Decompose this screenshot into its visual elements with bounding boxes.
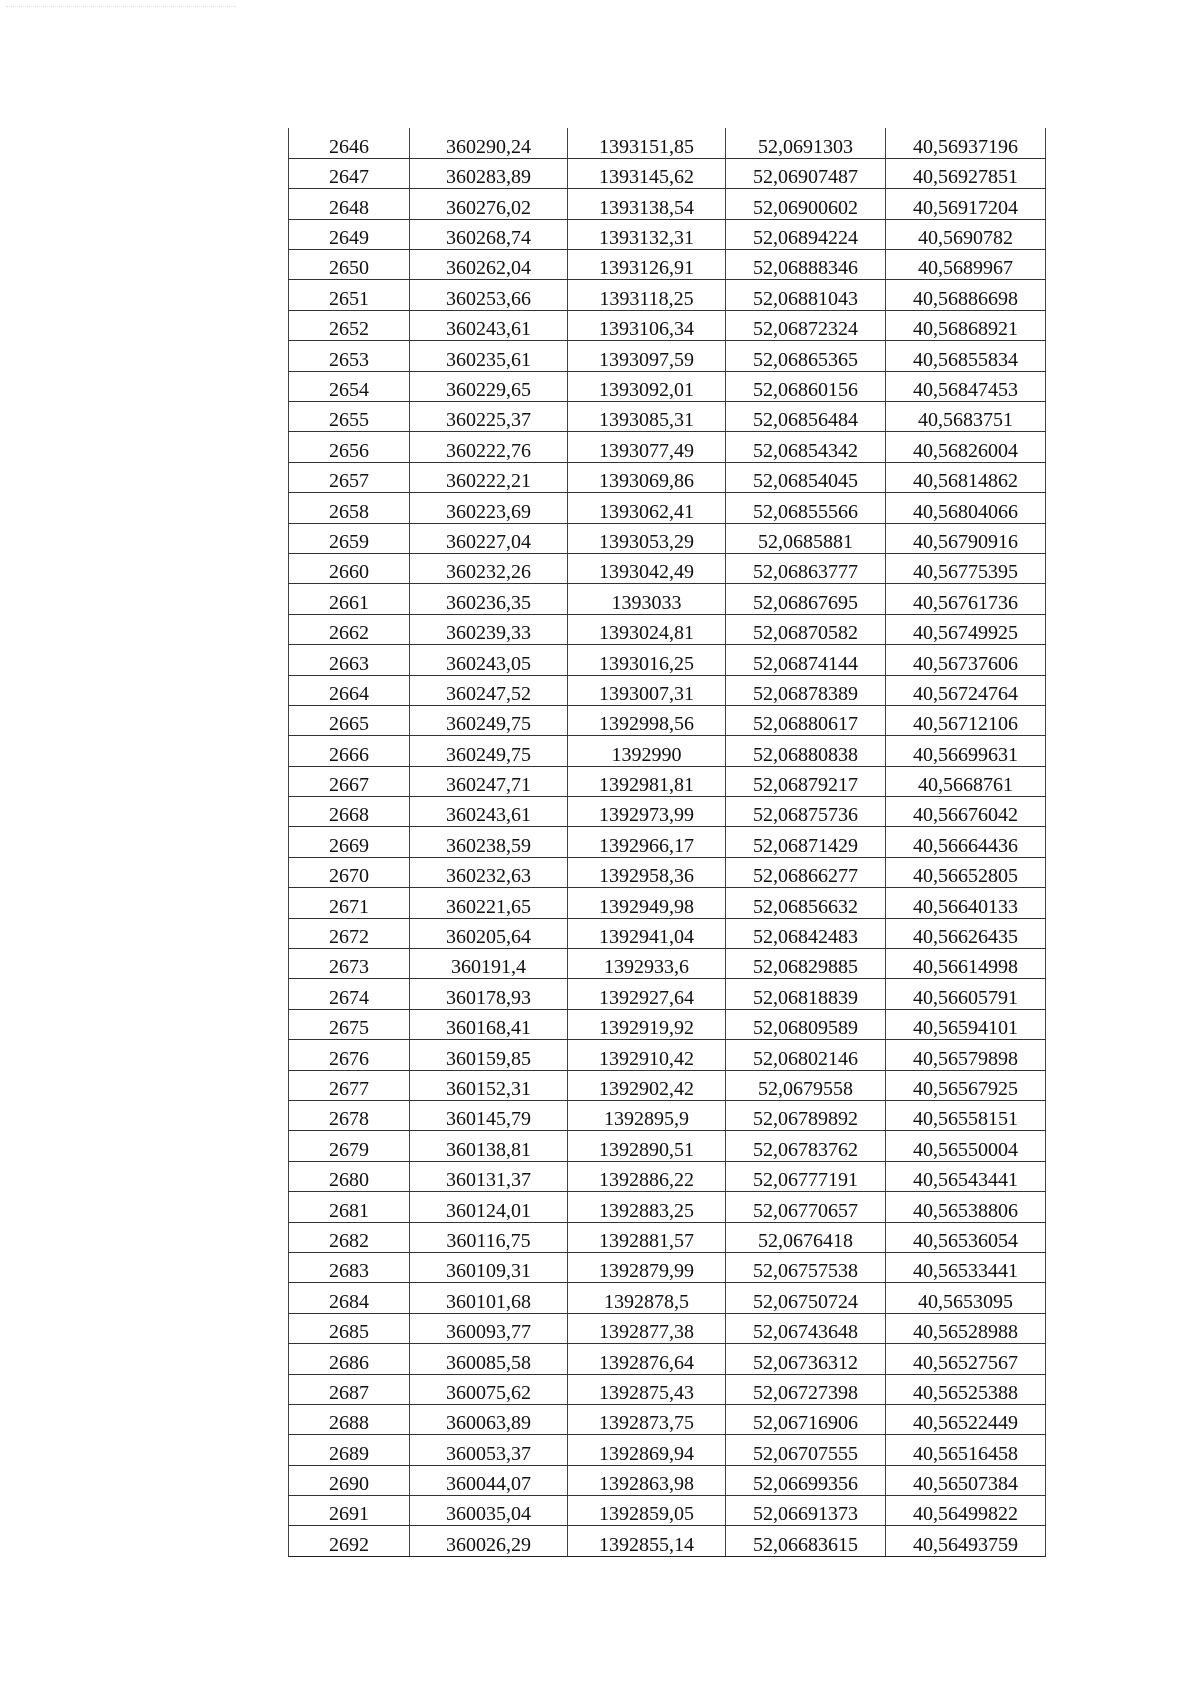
- table-row: [289, 766, 1046, 796]
- x-coordinate-cell: 360145,79: [410, 1101, 568, 1131]
- latitude-cell: 52,06879217: [726, 766, 886, 796]
- table-row: [289, 827, 1046, 857]
- table-row: [289, 1131, 1046, 1161]
- x-coordinate-cell: 360249,75: [410, 705, 568, 735]
- x-coordinate-cell: 360178,93: [410, 979, 568, 1009]
- x-coordinate-cell: 360053,37: [410, 1435, 568, 1465]
- x-coordinate-cell: 360236,35: [410, 584, 568, 614]
- table-row: [289, 949, 1046, 979]
- table-row: [289, 310, 1046, 340]
- point-number-cell: 2663: [289, 645, 410, 675]
- table-row: [289, 128, 1046, 158]
- table-row: [289, 918, 1046, 948]
- x-coordinate-cell: 360159,85: [410, 1040, 568, 1070]
- longitude-cell: 40,56499822: [886, 1496, 1046, 1526]
- y-coordinate-cell: 1392919,92: [568, 1009, 726, 1039]
- table-row: [289, 1465, 1046, 1495]
- latitude-cell: 52,06707555: [726, 1435, 886, 1465]
- y-coordinate-cell: 1393033: [568, 584, 726, 614]
- y-coordinate-cell: 1392949,98: [568, 888, 726, 918]
- table-row: [289, 250, 1046, 280]
- longitude-cell: 40,56558151: [886, 1101, 1046, 1131]
- latitude-cell: 52,06881043: [726, 280, 886, 310]
- table-row: [289, 1344, 1046, 1374]
- latitude-cell: 52,06894224: [726, 219, 886, 249]
- table-row: [289, 1313, 1046, 1343]
- latitude-cell: 52,06878389: [726, 675, 886, 705]
- latitude-cell: 52,06907487: [726, 158, 886, 188]
- table-row: [289, 1070, 1046, 1100]
- table-row: [289, 280, 1046, 310]
- longitude-cell: 40,56536054: [886, 1222, 1046, 1252]
- table-row: [289, 645, 1046, 675]
- x-coordinate-cell: 360222,21: [410, 462, 568, 492]
- longitude-cell: 40,56528988: [886, 1313, 1046, 1343]
- table-row: [289, 158, 1046, 188]
- table-row: [289, 888, 1046, 918]
- latitude-cell: 52,06770657: [726, 1192, 886, 1222]
- point-number-cell: 2675: [289, 1009, 410, 1039]
- x-coordinate-cell: 360026,29: [410, 1526, 568, 1556]
- x-coordinate-cell: 360191,4: [410, 949, 568, 979]
- x-coordinate-cell: 360262,04: [410, 250, 568, 280]
- latitude-cell: 52,06683615: [726, 1526, 886, 1556]
- latitude-cell: 52,0679558: [726, 1070, 886, 1100]
- y-coordinate-cell: 1393007,31: [568, 675, 726, 705]
- longitude-cell: 40,56814862: [886, 462, 1046, 492]
- point-number-cell: 2669: [289, 827, 410, 857]
- point-number-cell: 2650: [289, 250, 410, 280]
- table-row: [289, 462, 1046, 492]
- latitude-cell: 52,06743648: [726, 1313, 886, 1343]
- point-number-cell: 2683: [289, 1252, 410, 1282]
- longitude-cell: 40,56522449: [886, 1404, 1046, 1434]
- latitude-cell: 52,06736312: [726, 1344, 886, 1374]
- longitude-cell: 40,56543441: [886, 1161, 1046, 1191]
- x-coordinate-cell: 360044,07: [410, 1465, 568, 1495]
- longitude-cell: 40,56886698: [886, 280, 1046, 310]
- x-coordinate-cell: 360222,76: [410, 432, 568, 462]
- table-row: [289, 402, 1046, 432]
- x-coordinate-cell: 360243,61: [410, 797, 568, 827]
- x-coordinate-cell: 360075,62: [410, 1374, 568, 1404]
- longitude-cell: 40,56790916: [886, 523, 1046, 553]
- table-row: [289, 432, 1046, 462]
- longitude-cell: 40,5690782: [886, 219, 1046, 249]
- latitude-cell: 52,06855566: [726, 493, 886, 523]
- latitude-cell: 52,06842483: [726, 918, 886, 948]
- latitude-cell: 52,06750724: [726, 1283, 886, 1313]
- point-number-cell: 2672: [289, 918, 410, 948]
- y-coordinate-cell: 1392878,5: [568, 1283, 726, 1313]
- table-row: [289, 219, 1046, 249]
- longitude-cell: 40,56550004: [886, 1131, 1046, 1161]
- y-coordinate-cell: 1392958,36: [568, 857, 726, 887]
- latitude-cell: 52,06716906: [726, 1404, 886, 1434]
- point-number-cell: 2667: [289, 766, 410, 796]
- y-coordinate-cell: 1393118,25: [568, 280, 726, 310]
- y-coordinate-cell: 1393132,31: [568, 219, 726, 249]
- y-coordinate-cell: 1393145,62: [568, 158, 726, 188]
- point-number-cell: 2666: [289, 736, 410, 766]
- longitude-cell: 40,56516458: [886, 1435, 1046, 1465]
- longitude-cell: 40,5653095: [886, 1283, 1046, 1313]
- longitude-cell: 40,5689967: [886, 250, 1046, 280]
- y-coordinate-cell: 1392869,94: [568, 1435, 726, 1465]
- latitude-cell: 52,06866277: [726, 857, 886, 887]
- point-number-cell: 2688: [289, 1404, 410, 1434]
- longitude-cell: 40,56699631: [886, 736, 1046, 766]
- point-number-cell: 2660: [289, 553, 410, 583]
- point-number-cell: 2679: [289, 1131, 410, 1161]
- point-number-cell: 2652: [289, 310, 410, 340]
- latitude-cell: 52,06757538: [726, 1252, 886, 1282]
- x-coordinate-cell: 360232,63: [410, 857, 568, 887]
- point-number-cell: 2658: [289, 493, 410, 523]
- latitude-cell: 52,06867695: [726, 584, 886, 614]
- point-number-cell: 2684: [289, 1283, 410, 1313]
- longitude-cell: 40,56804066: [886, 493, 1046, 523]
- table-row: [289, 493, 1046, 523]
- longitude-cell: 40,56640133: [886, 888, 1046, 918]
- y-coordinate-cell: 1392883,25: [568, 1192, 726, 1222]
- table-row: [289, 614, 1046, 644]
- point-number-cell: 2691: [289, 1496, 410, 1526]
- latitude-cell: 52,06727398: [726, 1374, 886, 1404]
- latitude-cell: 52,06888346: [726, 250, 886, 280]
- point-number-cell: 2676: [289, 1040, 410, 1070]
- table-row: [289, 1252, 1046, 1282]
- y-coordinate-cell: 1392879,99: [568, 1252, 726, 1282]
- y-coordinate-cell: 1392998,56: [568, 705, 726, 735]
- point-number-cell: 2657: [289, 462, 410, 492]
- y-coordinate-cell: 1393138,54: [568, 189, 726, 219]
- y-coordinate-cell: 1393092,01: [568, 371, 726, 401]
- table-row: [289, 1526, 1046, 1556]
- point-number-cell: 2648: [289, 189, 410, 219]
- table-row: [289, 1101, 1046, 1131]
- y-coordinate-cell: 1392859,05: [568, 1496, 726, 1526]
- table-row: [289, 523, 1046, 553]
- latitude-cell: 52,06829885: [726, 949, 886, 979]
- point-number-cell: 2661: [289, 584, 410, 614]
- y-coordinate-cell: 1392886,22: [568, 1161, 726, 1191]
- point-number-cell: 2690: [289, 1465, 410, 1495]
- y-coordinate-cell: 1392902,42: [568, 1070, 726, 1100]
- latitude-cell: 52,06691373: [726, 1496, 886, 1526]
- coordinates-table: [288, 128, 1046, 1557]
- y-coordinate-cell: 1392933,6: [568, 949, 726, 979]
- point-number-cell: 2659: [289, 523, 410, 553]
- y-coordinate-cell: 1393053,29: [568, 523, 726, 553]
- longitude-cell: 40,56594101: [886, 1009, 1046, 1039]
- y-coordinate-cell: 1393024,81: [568, 614, 726, 644]
- x-coordinate-cell: 360168,41: [410, 1009, 568, 1039]
- point-number-cell: 2653: [289, 341, 410, 371]
- y-coordinate-cell: 1392890,51: [568, 1131, 726, 1161]
- y-coordinate-cell: 1393126,91: [568, 250, 726, 280]
- y-coordinate-cell: 1393106,34: [568, 310, 726, 340]
- latitude-cell: 52,06871429: [726, 827, 886, 857]
- y-coordinate-cell: 1392927,64: [568, 979, 726, 1009]
- y-coordinate-cell: 1393085,31: [568, 402, 726, 432]
- y-coordinate-cell: 1392973,99: [568, 797, 726, 827]
- x-coordinate-cell: 360227,04: [410, 523, 568, 553]
- latitude-cell: 52,06872324: [726, 310, 886, 340]
- y-coordinate-cell: 1392873,75: [568, 1404, 726, 1434]
- latitude-cell: 52,06802146: [726, 1040, 886, 1070]
- longitude-cell: 40,56937196: [886, 128, 1046, 158]
- latitude-cell: 52,0676418: [726, 1222, 886, 1252]
- latitude-cell: 52,06900602: [726, 189, 886, 219]
- x-coordinate-cell: 360152,31: [410, 1070, 568, 1100]
- longitude-cell: 40,56749925: [886, 614, 1046, 644]
- table-row: [289, 553, 1046, 583]
- x-coordinate-cell: 360225,37: [410, 402, 568, 432]
- y-coordinate-cell: 1392966,17: [568, 827, 726, 857]
- table-row: [289, 1283, 1046, 1313]
- table-row: [289, 371, 1046, 401]
- point-number-cell: 2685: [289, 1313, 410, 1343]
- longitude-cell: 40,56712106: [886, 705, 1046, 735]
- x-coordinate-cell: 360221,65: [410, 888, 568, 918]
- point-number-cell: 2677: [289, 1070, 410, 1100]
- latitude-cell: 52,06880617: [726, 705, 886, 735]
- y-coordinate-cell: 1392881,57: [568, 1222, 726, 1252]
- x-coordinate-cell: 360243,05: [410, 645, 568, 675]
- point-number-cell: 2647: [289, 158, 410, 188]
- table-row: [289, 797, 1046, 827]
- table-row: [289, 341, 1046, 371]
- x-coordinate-cell: 360124,01: [410, 1192, 568, 1222]
- x-coordinate-cell: 360247,71: [410, 766, 568, 796]
- table-row: [289, 736, 1046, 766]
- latitude-cell: 52,06699356: [726, 1465, 886, 1495]
- table-row: [289, 1161, 1046, 1191]
- longitude-cell: 40,56493759: [886, 1526, 1046, 1556]
- point-number-cell: 2674: [289, 979, 410, 1009]
- longitude-cell: 40,56507384: [886, 1465, 1046, 1495]
- point-number-cell: 2656: [289, 432, 410, 462]
- latitude-cell: 52,06789892: [726, 1101, 886, 1131]
- x-coordinate-cell: 360093,77: [410, 1313, 568, 1343]
- x-coordinate-cell: 360239,33: [410, 614, 568, 644]
- y-coordinate-cell: 1393016,25: [568, 645, 726, 675]
- table-row: [289, 1192, 1046, 1222]
- longitude-cell: 40,56761736: [886, 584, 1046, 614]
- y-coordinate-cell: 1392863,98: [568, 1465, 726, 1495]
- longitude-cell: 40,56855834: [886, 341, 1046, 371]
- table-row: [289, 1009, 1046, 1039]
- y-coordinate-cell: 1392855,14: [568, 1526, 726, 1556]
- y-coordinate-cell: 1393151,85: [568, 128, 726, 158]
- latitude-cell: 52,06854045: [726, 462, 886, 492]
- point-number-cell: 2678: [289, 1101, 410, 1131]
- longitude-cell: 40,56527567: [886, 1344, 1046, 1374]
- latitude-cell: 52,06818839: [726, 979, 886, 1009]
- longitude-cell: 40,56775395: [886, 553, 1046, 583]
- point-number-cell: 2673: [289, 949, 410, 979]
- table-row: [289, 979, 1046, 1009]
- x-coordinate-cell: 360035,04: [410, 1496, 568, 1526]
- x-coordinate-cell: 360253,66: [410, 280, 568, 310]
- y-coordinate-cell: 1392981,81: [568, 766, 726, 796]
- x-coordinate-cell: 360085,58: [410, 1344, 568, 1374]
- x-coordinate-cell: 360138,81: [410, 1131, 568, 1161]
- longitude-cell: 40,56676042: [886, 797, 1046, 827]
- longitude-cell: 40,56927851: [886, 158, 1046, 188]
- longitude-cell: 40,56847453: [886, 371, 1046, 401]
- latitude-cell: 52,06865365: [726, 341, 886, 371]
- longitude-cell: 40,56614998: [886, 949, 1046, 979]
- latitude-cell: 52,06880838: [726, 736, 886, 766]
- y-coordinate-cell: 1393069,86: [568, 462, 726, 492]
- longitude-cell: 40,56868921: [886, 310, 1046, 340]
- x-coordinate-cell: 360235,61: [410, 341, 568, 371]
- x-coordinate-cell: 360101,68: [410, 1283, 568, 1313]
- y-coordinate-cell: 1392941,04: [568, 918, 726, 948]
- x-coordinate-cell: 360249,75: [410, 736, 568, 766]
- latitude-cell: 52,06856484: [726, 402, 886, 432]
- point-number-cell: 2668: [289, 797, 410, 827]
- latitude-cell: 52,06856632: [726, 888, 886, 918]
- longitude-cell: 40,56737606: [886, 645, 1046, 675]
- point-number-cell: 2682: [289, 1222, 410, 1252]
- latitude-cell: 52,06783762: [726, 1131, 886, 1161]
- longitude-cell: 40,56579898: [886, 1040, 1046, 1070]
- longitude-cell: 40,56664436: [886, 827, 1046, 857]
- x-coordinate-cell: 360247,52: [410, 675, 568, 705]
- table-row: [289, 1374, 1046, 1404]
- x-coordinate-cell: 360290,24: [410, 128, 568, 158]
- latitude-cell: 52,06870582: [726, 614, 886, 644]
- longitude-cell: 40,56538806: [886, 1192, 1046, 1222]
- y-coordinate-cell: 1392876,64: [568, 1344, 726, 1374]
- longitude-cell: 40,56826004: [886, 432, 1046, 462]
- table-row: [289, 675, 1046, 705]
- latitude-cell: 52,06863777: [726, 553, 886, 583]
- table-row: [289, 1435, 1046, 1465]
- point-number-cell: 2687: [289, 1374, 410, 1404]
- latitude-cell: 52,0691303: [726, 128, 886, 158]
- table-row: [289, 584, 1046, 614]
- x-coordinate-cell: 360229,65: [410, 371, 568, 401]
- point-number-cell: 2680: [289, 1161, 410, 1191]
- latitude-cell: 52,06874144: [726, 645, 886, 675]
- x-coordinate-cell: 360276,02: [410, 189, 568, 219]
- point-number-cell: 2686: [289, 1344, 410, 1374]
- x-coordinate-cell: 360223,69: [410, 493, 568, 523]
- longitude-cell: 40,56652805: [886, 857, 1046, 887]
- x-coordinate-cell: 360232,26: [410, 553, 568, 583]
- x-coordinate-cell: 360131,37: [410, 1161, 568, 1191]
- latitude-cell: 52,06777191: [726, 1161, 886, 1191]
- y-coordinate-cell: 1393062,41: [568, 493, 726, 523]
- point-number-cell: 2689: [289, 1435, 410, 1465]
- y-coordinate-cell: 1392877,38: [568, 1313, 726, 1343]
- table-row: [289, 1222, 1046, 1252]
- point-number-cell: 2646: [289, 128, 410, 158]
- table-row: [289, 189, 1046, 219]
- y-coordinate-cell: 1392875,43: [568, 1374, 726, 1404]
- x-coordinate-cell: 360109,31: [410, 1252, 568, 1282]
- point-number-cell: 2662: [289, 614, 410, 644]
- longitude-cell: 40,56525388: [886, 1374, 1046, 1404]
- longitude-cell: 40,56567925: [886, 1070, 1046, 1100]
- point-number-cell: 2664: [289, 675, 410, 705]
- x-coordinate-cell: 360243,61: [410, 310, 568, 340]
- y-coordinate-cell: 1393077,49: [568, 432, 726, 462]
- point-number-cell: 2654: [289, 371, 410, 401]
- longitude-cell: 40,56605791: [886, 979, 1046, 1009]
- longitude-cell: 40,56917204: [886, 189, 1046, 219]
- point-number-cell: 2671: [289, 888, 410, 918]
- table-row: [289, 705, 1046, 735]
- coordinates-table-body: [289, 128, 1046, 1556]
- latitude-cell: 52,06809589: [726, 1009, 886, 1039]
- y-coordinate-cell: 1392895,9: [568, 1101, 726, 1131]
- point-number-cell: 2692: [289, 1526, 410, 1556]
- latitude-cell: 52,06860156: [726, 371, 886, 401]
- longitude-cell: 40,5668761: [886, 766, 1046, 796]
- table-row: [289, 857, 1046, 887]
- longitude-cell: 40,56533441: [886, 1252, 1046, 1282]
- latitude-cell: 52,06875736: [726, 797, 886, 827]
- point-number-cell: 2649: [289, 219, 410, 249]
- table-row: [289, 1496, 1046, 1526]
- point-number-cell: 2681: [289, 1192, 410, 1222]
- point-number-cell: 2665: [289, 705, 410, 735]
- y-coordinate-cell: 1392990: [568, 736, 726, 766]
- x-coordinate-cell: 360283,89: [410, 158, 568, 188]
- longitude-cell: 40,5683751: [886, 402, 1046, 432]
- table-row: [289, 1040, 1046, 1070]
- x-coordinate-cell: 360205,64: [410, 918, 568, 948]
- point-number-cell: 2655: [289, 402, 410, 432]
- y-coordinate-cell: 1393097,59: [568, 341, 726, 371]
- latitude-cell: 52,0685881: [726, 523, 886, 553]
- latitude-cell: 52,06854342: [726, 432, 886, 462]
- point-number-cell: 2670: [289, 857, 410, 887]
- scan-header-mark: [6, 6, 236, 13]
- longitude-cell: 40,56724764: [886, 675, 1046, 705]
- x-coordinate-cell: 360238,59: [410, 827, 568, 857]
- y-coordinate-cell: 1392910,42: [568, 1040, 726, 1070]
- longitude-cell: 40,56626435: [886, 918, 1046, 948]
- y-coordinate-cell: 1393042,49: [568, 553, 726, 583]
- point-number-cell: 2651: [289, 280, 410, 310]
- x-coordinate-cell: 360063,89: [410, 1404, 568, 1434]
- table-row: [289, 1404, 1046, 1434]
- x-coordinate-cell: 360268,74: [410, 219, 568, 249]
- x-coordinate-cell: 360116,75: [410, 1222, 568, 1252]
